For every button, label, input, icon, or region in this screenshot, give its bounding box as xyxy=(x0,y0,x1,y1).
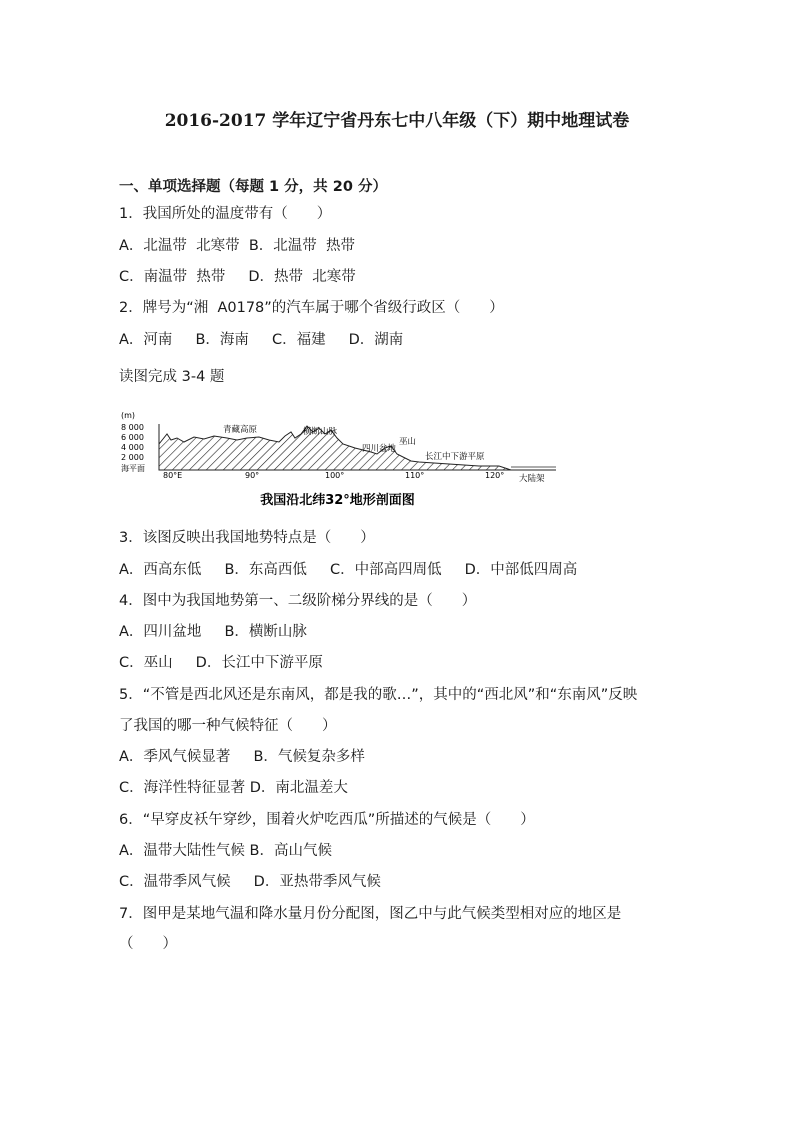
question-6-options-ab: A．温带大陆性气候 B．高山气候 xyxy=(119,843,332,859)
x-tick-90: 90° xyxy=(245,471,260,480)
question-6-options-cd: C．温带季风气候 D．亚热带季风气候 xyxy=(119,874,381,890)
label-yangtze-plain: 长江中下游平原 xyxy=(425,452,485,462)
figure-instruction: 读图完成 3-4 题 xyxy=(119,369,225,385)
page-title: 2016-2017 学年辽宁省丹东七中八年级（下）期中地理试卷 xyxy=(164,111,630,131)
question-3-options: A．西高东低 B．东高西低 C．中部高四周低 D．中部低四周高 xyxy=(119,562,578,578)
question-6: 6．“早穿皮袄午穿纱，围着火炉吃西瓜”所描述的气候是（ ） xyxy=(119,812,535,828)
question-2-options: A．河南 B．海南 C．福建 D．湖南 xyxy=(119,332,404,348)
y-tick-8000: 8 000 xyxy=(121,423,144,432)
terrain-profile-figure xyxy=(119,404,556,514)
question-2: 2．牌号为“湘 A0178”的汽车属于哪个省级行政区（ ） xyxy=(119,300,504,316)
x-tick-120: 120° xyxy=(485,471,505,480)
label-sichuan-basin: 四川盆地 xyxy=(362,444,397,454)
question-4-options-cd: C．巫山 D．长江中下游平原 xyxy=(119,655,323,671)
x-tick-80e: 80°E xyxy=(163,471,183,480)
sea-level-label: 海平面 xyxy=(121,464,145,473)
question-7: 7．图甲是某地气温和降水量月份分配图，图乙中与此气候类型相对应的地区是 xyxy=(119,906,622,922)
label-qingzang-plateau: 青藏高原 xyxy=(223,425,258,435)
y-tick-6000: 6 000 xyxy=(121,433,144,442)
question-5-options-ab: A．季风气候显著 B．气候复杂多样 xyxy=(119,749,365,765)
question-5: 5．“不管是西北风还是东南风，都是我的歌…”，其中的“西北风”和“东南风”反映 xyxy=(119,687,638,703)
y-tick-2000: 2 000 xyxy=(121,453,144,462)
question-5-continued: 了我国的哪一种气候特征（ ） xyxy=(119,718,337,734)
question-1-options-ab: A．北温带 北寒带 B．北温带 热带 xyxy=(119,238,356,254)
x-tick-110: 110° xyxy=(405,471,425,480)
question-1: 1．我国所处的温度带有（ ） xyxy=(119,206,332,222)
question-1-options-cd: C．南温带 热带 D．热带 北寒带 xyxy=(119,269,356,285)
label-continental-shelf: 大陆架 xyxy=(519,474,545,484)
label-wushan: 巫山 xyxy=(399,437,417,447)
figure-caption: 我国沿北纬32°地形剖面图 xyxy=(260,493,415,508)
question-4-options-ab: A．四川盆地 B．横断山脉 xyxy=(119,624,307,640)
question-7-continued: （ ） xyxy=(119,936,177,952)
label-hengduan-mountains: 横断山脉 xyxy=(303,427,338,437)
question-5-options-cd: C．海洋性特征显著 D．南北温差大 xyxy=(119,780,348,796)
section-heading: 一、单项选择题（每题 1 分，共 20 分） xyxy=(119,179,387,195)
question-3: 3．该图反映出我国地势特点是（ ） xyxy=(119,530,375,546)
y-tick-4000: 4 000 xyxy=(121,443,144,452)
x-tick-100: 100° xyxy=(325,471,345,480)
unit-label: (m) xyxy=(121,411,136,420)
question-4: 4．图中为我国地势第一、二级阶梯分界线的是（ ） xyxy=(119,593,477,609)
